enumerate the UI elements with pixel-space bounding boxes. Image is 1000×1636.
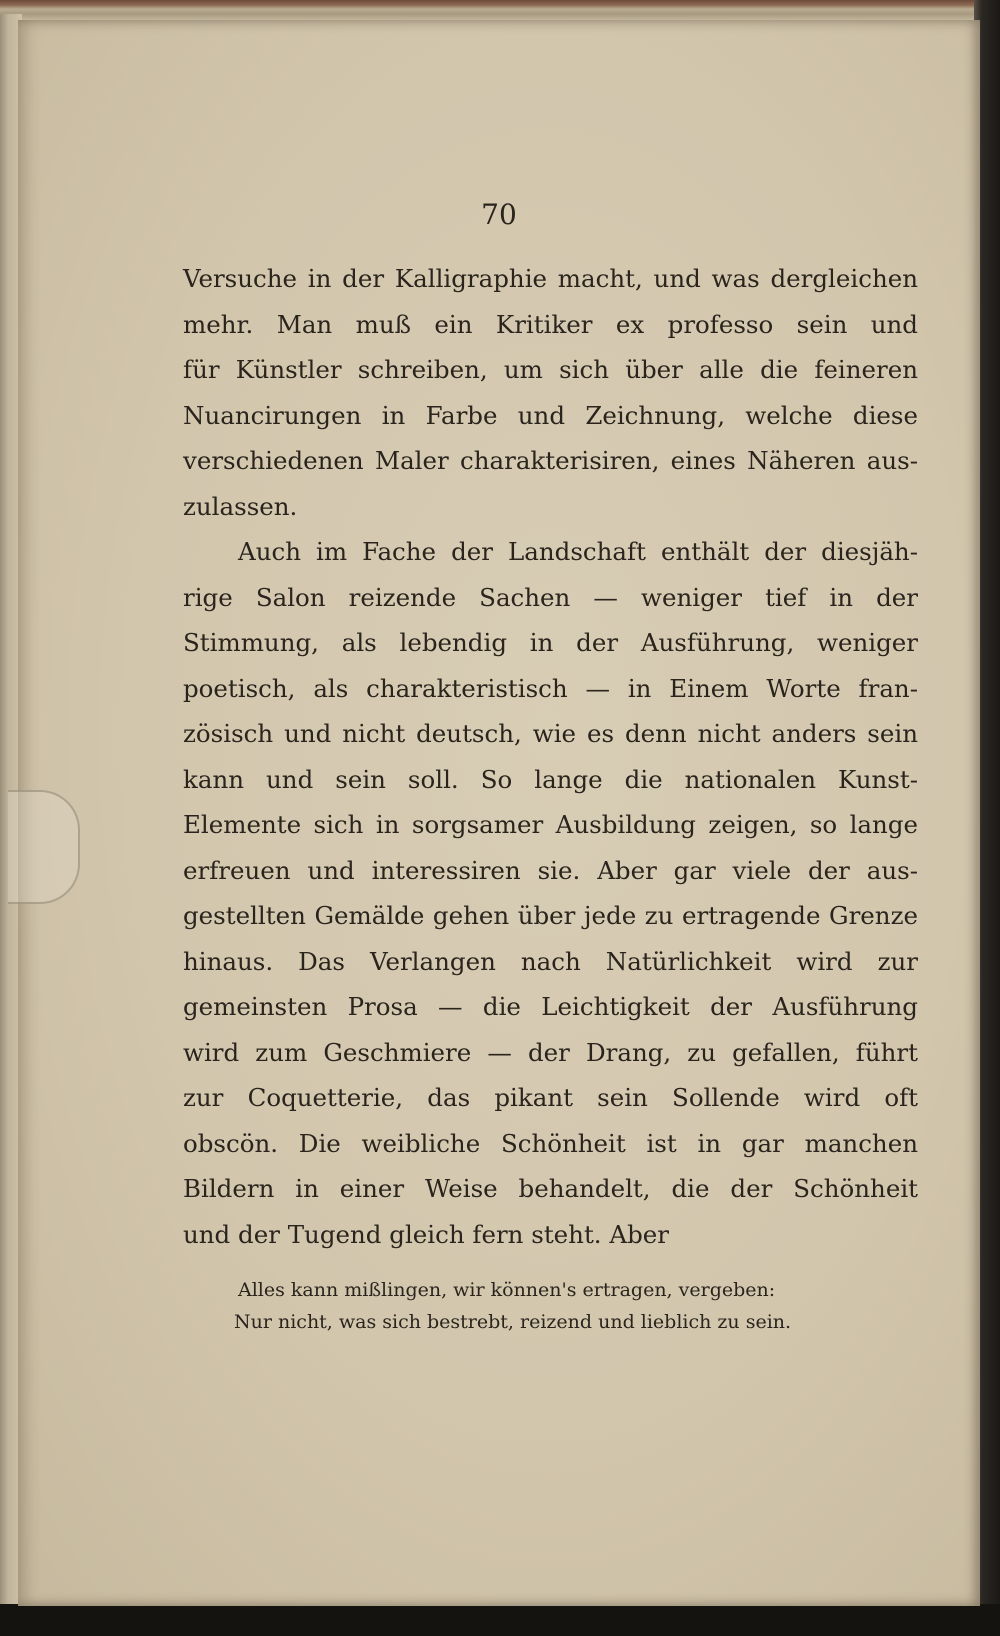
text-line: Nuancirungen in Farbe und Zeichnung, welche diese <box>183 400 918 430</box>
text-line: obscön. Die weibliche Schönheit ist in gar manchen <box>183 1128 918 1158</box>
text-line: mehr. Man muß ein Kritiker ex professo sein und <box>183 309 918 339</box>
text-line: hinaus. Das Verlangen nach Natürlichkeit wird zur <box>183 946 918 976</box>
text-line: Elemente sich in sorgsamer Ausbildung zeigen, so lange <box>183 810 918 839</box>
text-line: poetisch, als charakteristisch — in Einem Worte fran- <box>183 673 918 703</box>
verse-quote <box>234 1274 898 1338</box>
text-line: Bildern in einer Weise behandelt, die der Schönheit <box>183 1174 918 1203</box>
book-top-edge <box>0 0 1000 22</box>
page-number: 70 <box>481 198 517 231</box>
text-line: wird zum Geschmiere — der Drang, zu gefallen, führt <box>183 1037 918 1067</box>
text-line: für Künstler schreiben, um sich über alle die feineren <box>183 355 918 384</box>
text-line: erfreuen und interessiren sie. Aber gar viele der aus- <box>183 855 918 885</box>
text-line: Auch im Fache der Landschaft enthält der diesjäh- <box>238 537 918 566</box>
book-page <box>18 20 980 1606</box>
text-line: rige Salon reizende Sachen — weniger tief in der <box>183 582 918 612</box>
page-clip-mark <box>8 790 80 904</box>
text-line: gestellten Gemälde gehen über jede zu ertragende Grenze <box>183 901 918 930</box>
text-line: kann und sein soll. So lange die nationalen Kunst- <box>183 764 918 794</box>
text-line: gemeinsten Prosa — die Leichtigkeit der Ausführung <box>183 992 918 1021</box>
text-line: zur Coquetterie, das pikant sein Sollende wird oft <box>183 1083 918 1112</box>
verse-line: Nur nicht, was sich bestrebt, reizend und lieblich zu sein. <box>234 1311 792 1333</box>
book-bottom-edge <box>0 1604 1000 1636</box>
verse-line: Alles kann mißlingen, wir können's ertragen, vergeben: <box>238 1279 776 1301</box>
text-line: Versuche in der Kalligraphie macht, und was dergleichen <box>183 264 918 293</box>
text-line: zösisch und nicht deutsch, wie es denn nicht anders sein <box>183 719 918 748</box>
text-line: zulassen. <box>183 491 298 521</box>
text-line: verschiedenen Maler charakterisiren, eines Näheren aus- <box>183 446 918 475</box>
text-line: Stimmung, als lebendig in der Ausführung, weniger <box>183 628 918 657</box>
text-line: und der Tugend gleich fern steht. Aber <box>183 1219 669 1249</box>
body-text <box>183 256 918 1257</box>
